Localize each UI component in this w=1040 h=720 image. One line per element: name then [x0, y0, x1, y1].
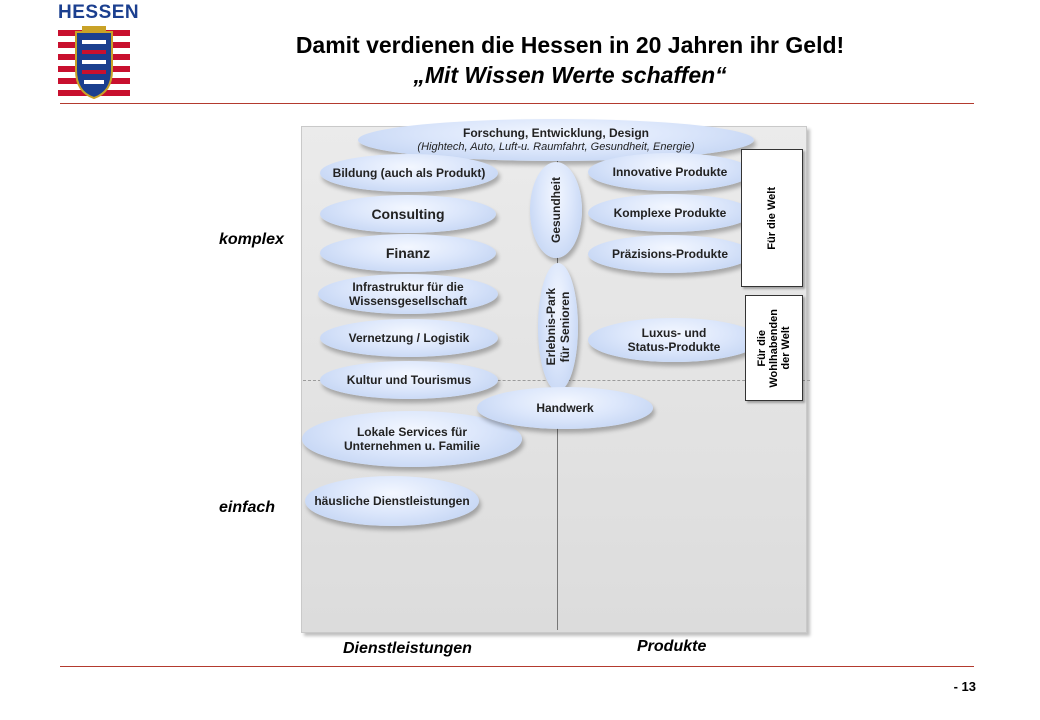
logo-word: HESSEN: [58, 2, 140, 23]
page-number: - 13: [953, 679, 976, 694]
gesundheit-label: Gesundheit: [549, 176, 563, 243]
wohlhabende-line3: der Welt: [780, 326, 792, 370]
forschung-subtitle: (Hightech, Auto, Luft-u. Raumfahrt, Gesundheit, Energie): [417, 141, 695, 153]
forschung-title: Forschung, Entwicklung, Design: [462, 126, 649, 140]
ellipse-erlebnis-park: [538, 263, 578, 391]
ellipse-praezision: [588, 235, 752, 273]
lokale-line1: Lokale Services für: [356, 425, 468, 439]
ellipse-infrastruktur: [318, 274, 498, 314]
luxus-line1: Luxus- und: [641, 326, 707, 340]
handwerk-label: Handwerk: [536, 401, 594, 415]
lokale-line2: Unternehmen u. Familie: [343, 439, 481, 453]
kultur-label: Kultur und Tourismus: [346, 373, 472, 387]
infrastruktur-line1: Infrastruktur für die: [352, 280, 464, 294]
wohlhabende-line2: Wohlhabenden: [768, 308, 780, 388]
ellipse-haeusliche: [305, 476, 479, 526]
praezision-label: Präzisions-Produkte: [611, 247, 729, 261]
ellipse-finanz: [320, 234, 496, 272]
page-subtitle: „Mit Wissen Werte schaffen“: [413, 62, 727, 88]
ellipse-vernetzung: [320, 319, 498, 357]
axis-label-produkte: Produkte: [637, 638, 707, 655]
box-welt-label: Für die Welt: [766, 186, 778, 250]
bildung-label: Bildung (auch als Produkt): [332, 166, 486, 180]
header-rule: [60, 103, 974, 104]
axis-label-dienstleistungen: Dienstleistungen: [343, 640, 472, 657]
ellipse-bildung: [320, 154, 498, 192]
box-wohlhabende: [745, 295, 803, 401]
axis-label-komplex: komplex: [219, 231, 284, 248]
box-fuer-die-welt: [741, 149, 803, 287]
erlebnis-line2: für Senioren: [558, 291, 572, 363]
erlebnis-line1: Erlebnis-Park: [544, 288, 558, 366]
page-title: Damit verdienen die Hessen in 20 Jahren ihr Geld!: [295, 32, 845, 58]
hessen-coat-of-arms-icon: [58, 26, 130, 102]
axis-label-einfach: einfach: [219, 499, 276, 516]
vernetzung-label: Vernetzung / Logistik: [348, 331, 470, 345]
ellipse-handwerk: [477, 387, 653, 429]
infrastruktur-line2: Wissensgesellschaft: [349, 294, 467, 308]
ellipse-innovative: [588, 153, 752, 191]
ellipse-consulting: [320, 195, 496, 233]
finanz-label: Finanz: [385, 245, 431, 261]
hessen-logo: [58, 2, 140, 102]
wohlhabende-line1: Für die: [756, 329, 768, 367]
innovative-label: Innovative Produkte: [612, 165, 728, 179]
komplexe-label: Komplexe Produkte: [613, 206, 727, 220]
luxus-line2: Status-Produkte: [627, 340, 721, 354]
ellipse-kultur: [320, 361, 498, 399]
consulting-label: Consulting: [371, 206, 445, 222]
haeusliche-label: häusliche Dienstleistungen: [314, 494, 470, 508]
ellipse-gesundheit: [530, 162, 582, 258]
ellipse-luxus: [588, 318, 760, 362]
footer-rule: [60, 666, 974, 667]
ellipse-komplexe: [588, 194, 752, 232]
ellipse-lokale-services: [302, 411, 522, 467]
